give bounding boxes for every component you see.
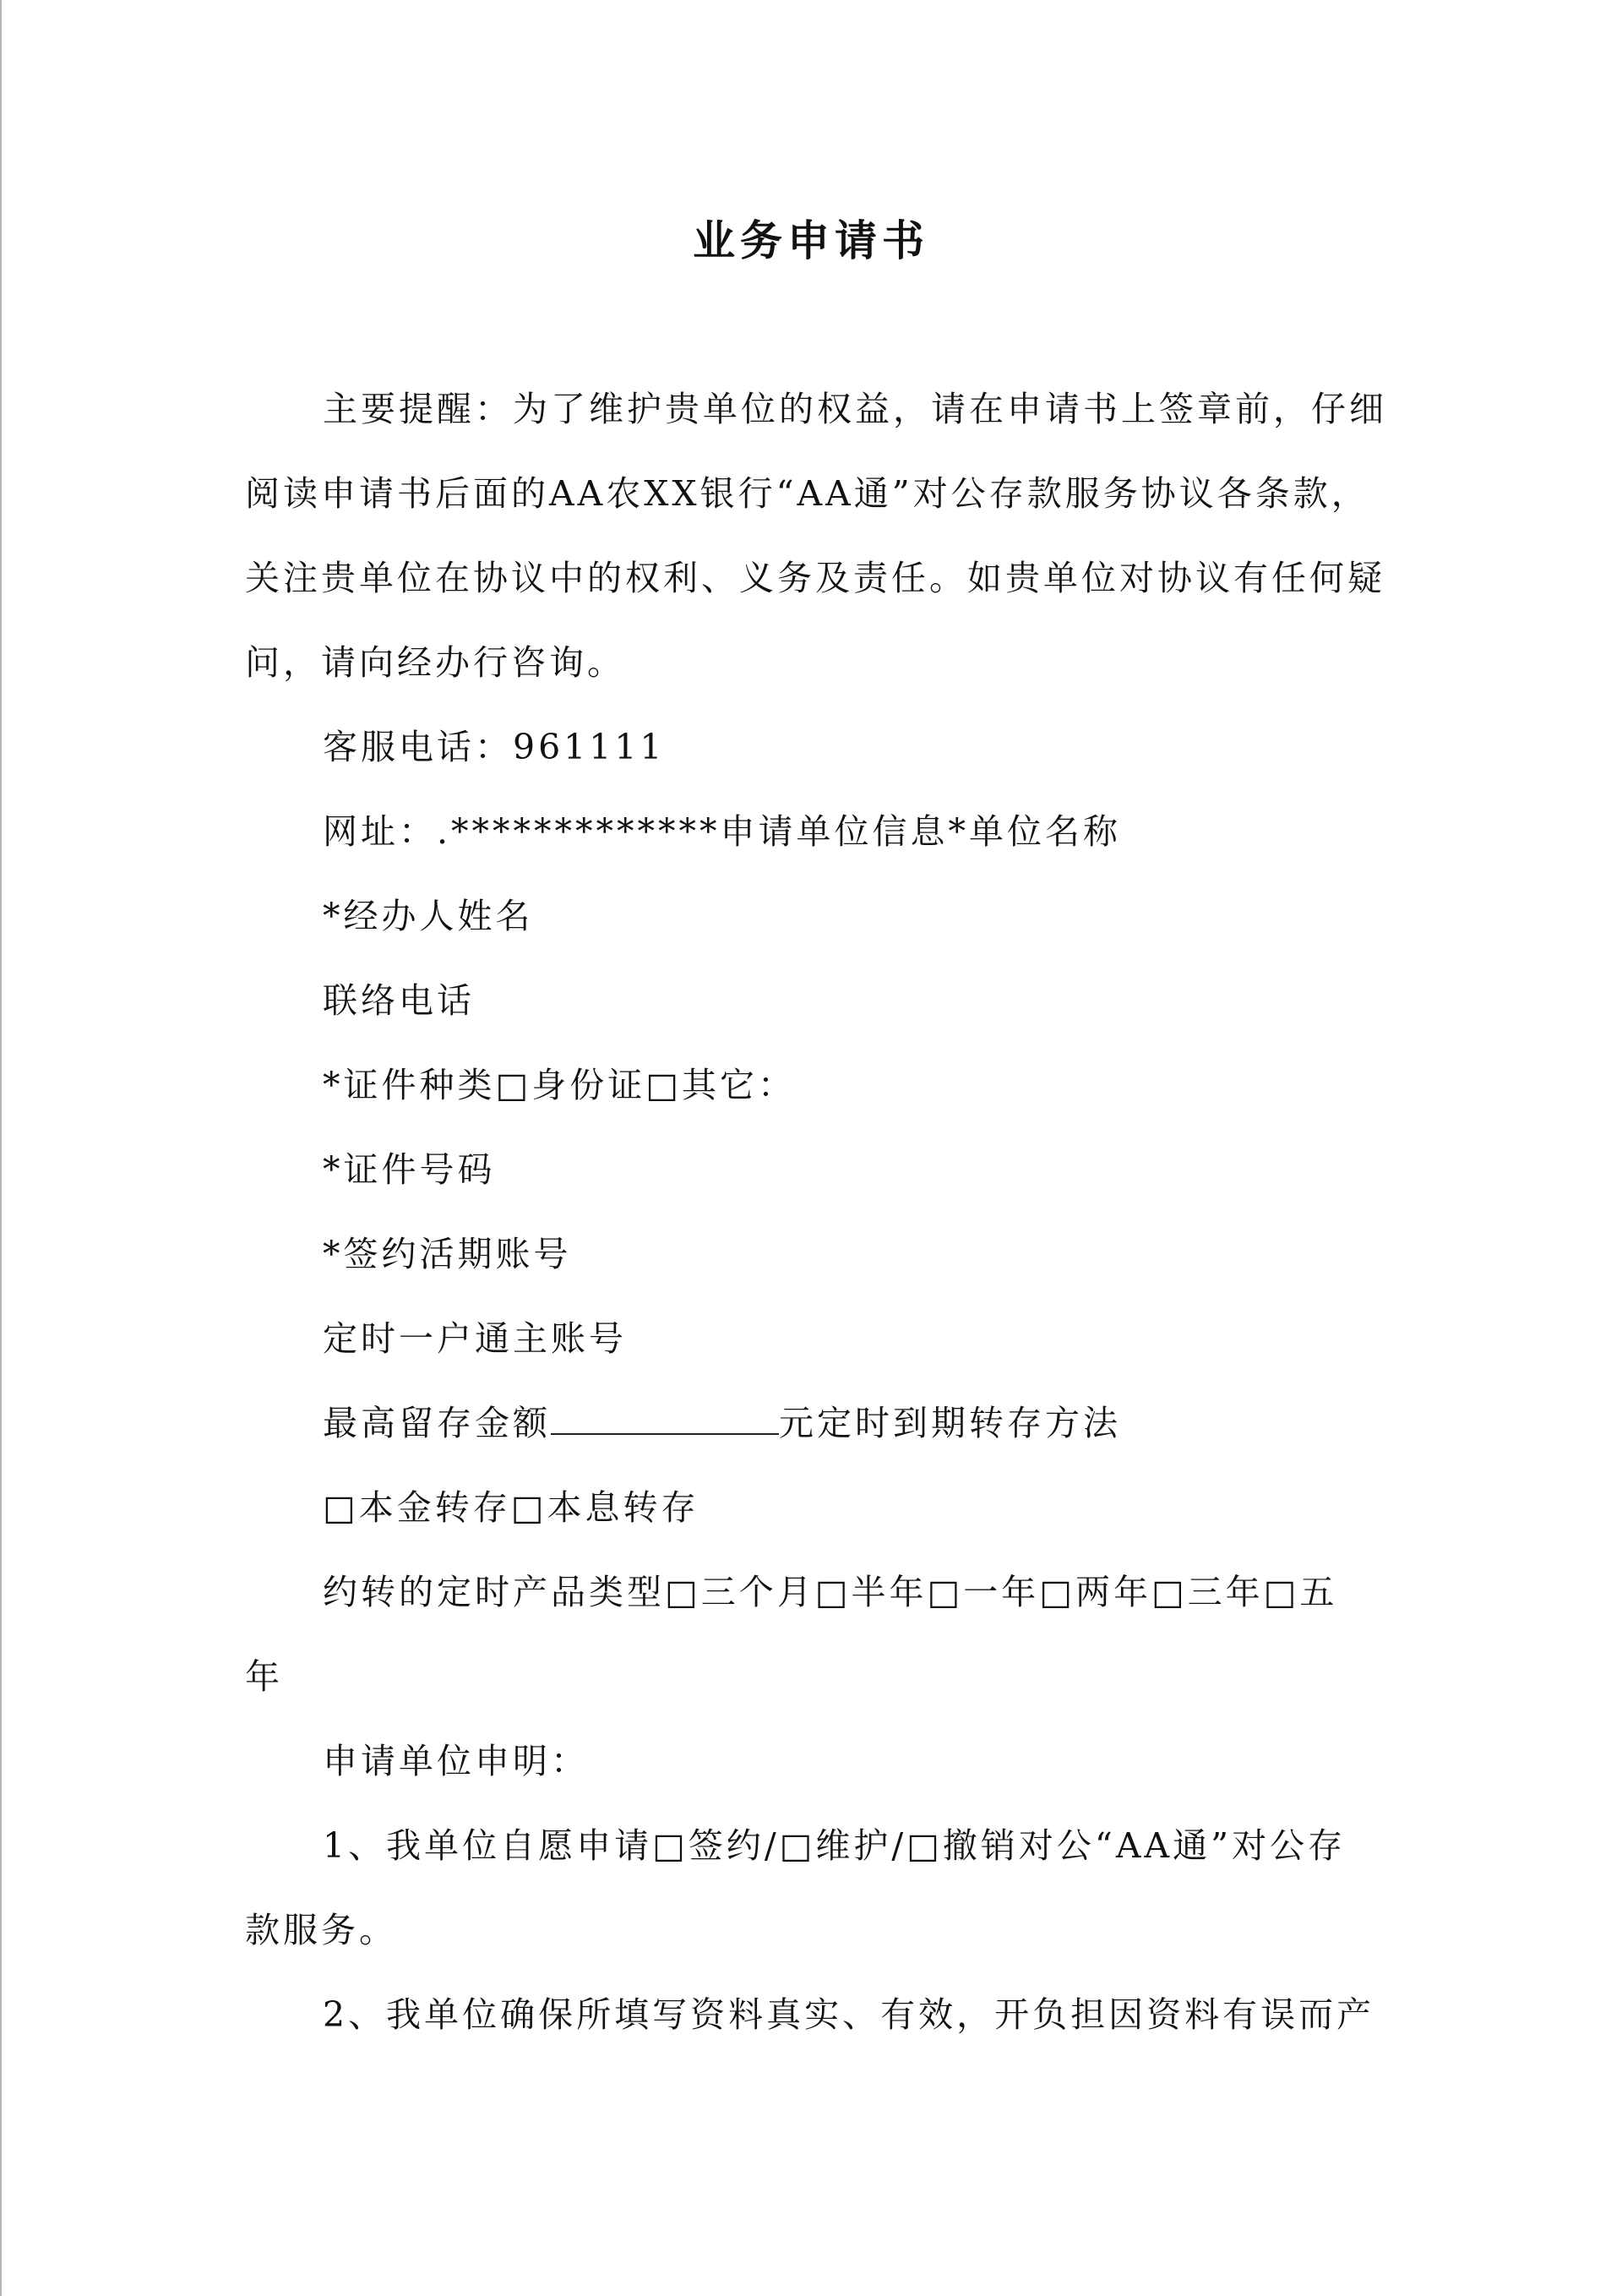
max-balance-label: 最高留存金额 (323, 1403, 551, 1443)
website-and-unit-name: 网址：.*************申请单位信息*单位名称 (323, 811, 1122, 852)
declaration-heading: 申请单位申明： (323, 1741, 589, 1781)
service-phone: 客服电话：961111 (323, 727, 666, 767)
reminder-line-1: 主要提醒：为了维护贵单位的权益，请在申请书上签章前，仔细 (323, 389, 1387, 429)
id-type-field: *证件种类□身份证□其它： (323, 1065, 796, 1105)
contact-phone-field: 联络电话 (323, 980, 475, 1021)
transfer-options: □本金转存□本息转存 (323, 1487, 699, 1528)
max-balance-blank[interactable] (551, 1404, 779, 1435)
declaration-item-1-line-2: 款服务。 (245, 1910, 397, 1950)
product-type-line-2: 年 (245, 1656, 283, 1697)
reminder-line-3: 关注贵单位在协议中的权利、义务及责任。如贵单位对协议有任何疑 (245, 558, 1385, 598)
max-balance-field (323, 1381, 1121, 1465)
id-number-field: *证件号码 (323, 1149, 496, 1190)
declaration-item-2-line-1: 2、我单位确保所填写资料真实、有效，开负担因资料有误而产 (323, 1994, 1375, 2035)
reminder-line-2: 阅读申请书后面的AA农XX银行“AA通”对公存款服务协议各条款， (245, 473, 1369, 514)
product-type-line-1: 约转的定时产品类型□三个月□半年□一年□两年□三年□五 (323, 1572, 1338, 1612)
demand-account-field: *签约活期账号 (323, 1234, 572, 1274)
declaration-item-1-line-1: 1、我单位自愿申请□签约/□维护/□撤销对公“AA通”对公存 (323, 1825, 1347, 1866)
page-border (0, 0, 2, 2296)
transfer-method-label: 元定时到期转存方法 (779, 1403, 1121, 1443)
operator-name-field: *经办人姓名 (323, 896, 534, 936)
main-account-field: 定时一户通主账号 (323, 1318, 627, 1359)
reminder-line-4: 问，请向经办行咨询。 (245, 642, 625, 683)
document-title: 业务申请书 (693, 215, 929, 265)
